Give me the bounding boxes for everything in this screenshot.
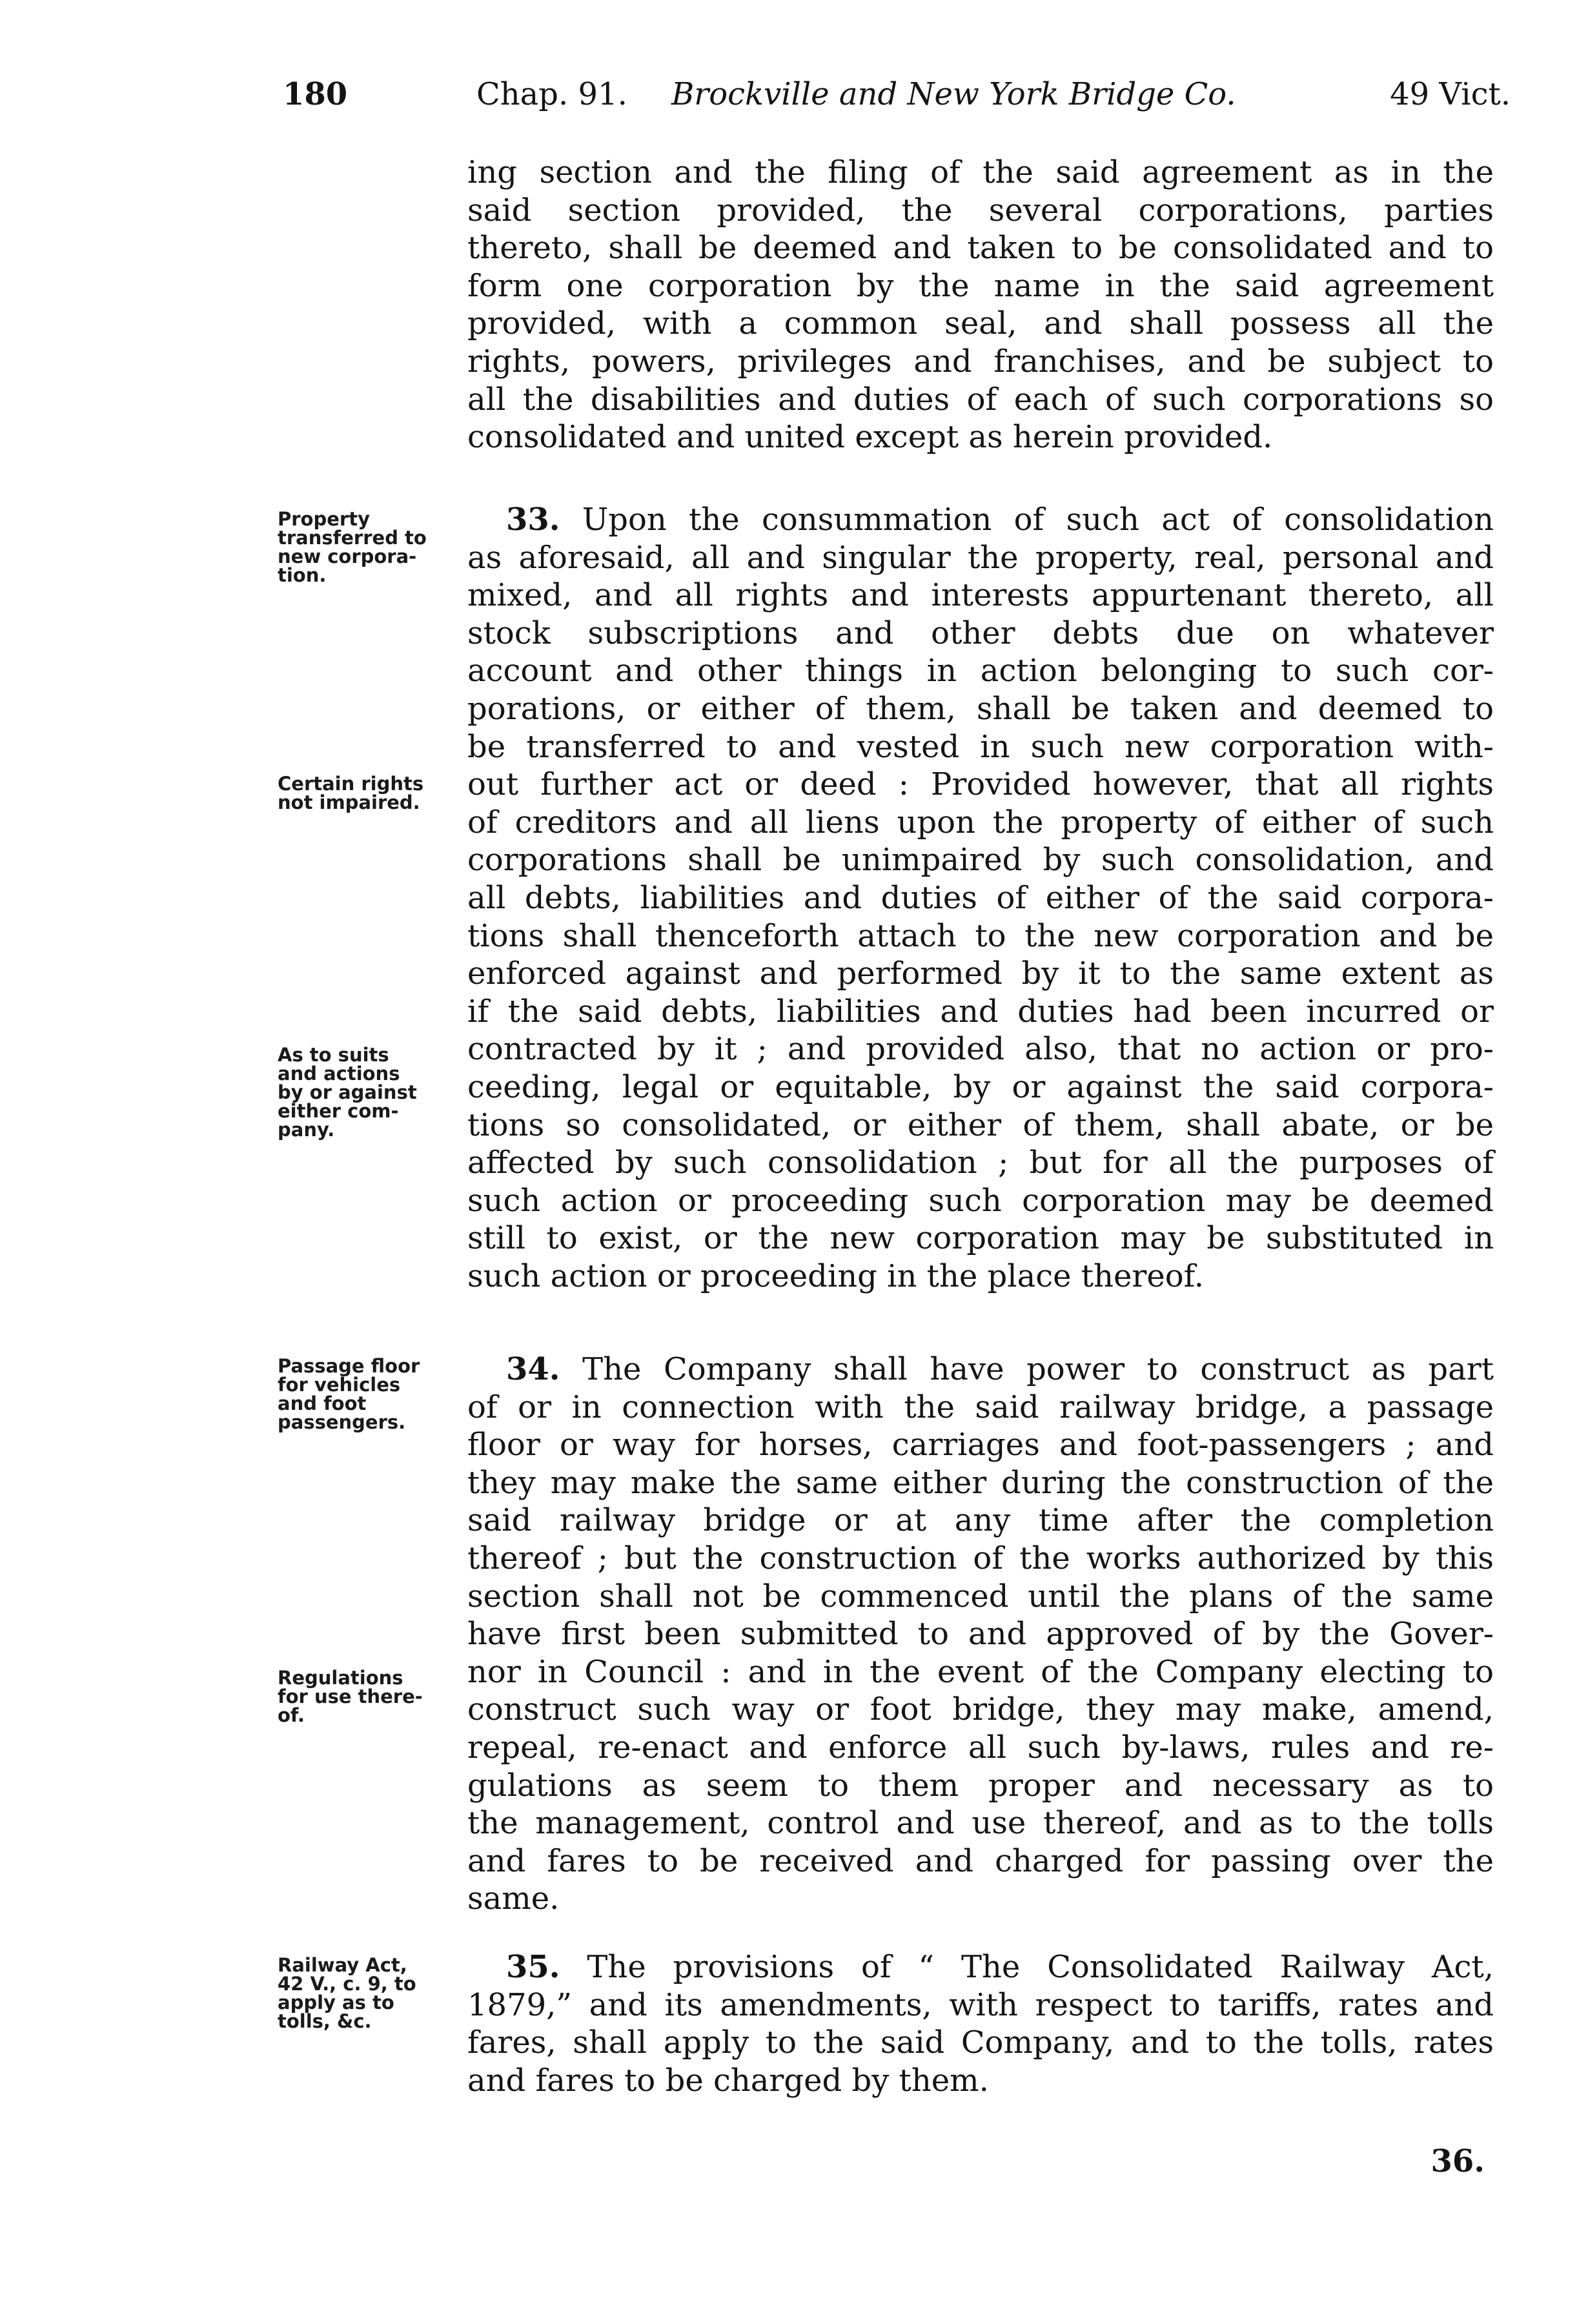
text-line: The Company shall have power to construct as part (582, 1351, 1494, 1387)
margin-note-passage-floor: Passage floor for vehicles and foot passengers. (278, 1355, 420, 1433)
text-line: account and other things in action belonging to such cor- (467, 653, 1494, 689)
section-number: 34. (506, 1351, 560, 1387)
text-line: tions so consolidated, or either of them, shall abate, or be (467, 1106, 1494, 1143)
text-line: out further act or deed : Provided however, that all rights (467, 766, 1494, 803)
text-line: said railway bridge or at any time after the completion (467, 1502, 1494, 1539)
text-line: all debts, liabilities and duties of either of the said corpora- (467, 879, 1494, 916)
margin-note-railway-act: Railway Act, 42 V., c. 9, to apply as to tolls, &c. (278, 1954, 416, 2032)
text-line: Upon the consummation of such act of consolidation (582, 502, 1494, 538)
text-line: porations, or either of them, shall be taken and deemed to (467, 690, 1494, 727)
text-line: enforced against and performed by it to the same extent as (467, 955, 1494, 992)
text-line: thereto, shall be deemed and taken to be consolidated and to (467, 230, 1494, 267)
text-line: section shall not be commenced until the plans of the same (467, 1578, 1494, 1615)
text-line: repeal, re-enact and enforce all such by-laws, rules and re- (467, 1729, 1494, 1766)
text-line: of or in connection with the said railway bridge, a passage (467, 1389, 1494, 1425)
text-line: provided, with a common seal, and shall possess all the (467, 305, 1494, 342)
text-line: have first been submitted to and approved of by the Gover- (467, 1616, 1494, 1653)
margin-note-suits-and-actions: As to suits and actions by or against either com- pany. (278, 1044, 417, 1141)
text-line: corporations shall be unimpaired by such consolidation, and (467, 842, 1494, 879)
text-line: the management, control and use thereof, and as to the tolls (467, 1805, 1494, 1842)
margin-note-certain-rights: Certain rights not impaired. (278, 773, 424, 813)
section-first-line (467, 501, 1494, 539)
page-number: 180 (283, 76, 348, 112)
running-title: Brockville and New York Bridge Co. (671, 76, 1236, 112)
text-line: ing section and the filing of the said agreement as in the (467, 154, 1494, 190)
section-33 (467, 501, 1494, 1295)
text-line: be transferred to and vested in such new corporation with- (467, 728, 1494, 765)
margin-note-property-transferred: Property transferred to new corpora- tion. (278, 508, 427, 586)
page-header (271, 76, 1511, 121)
text-line: contracted by it ; and provided also, that no action or pro- (467, 1031, 1494, 1068)
chapter-label: Chap. 91. (476, 76, 627, 112)
catchword: 36. (1430, 2143, 1485, 2179)
text-line: The provisions of “ The Consolidated Railway Act, (587, 1949, 1494, 1985)
text-line: mixed, and all rights and interests appurtenant thereto, all (467, 577, 1494, 614)
text-line: ceeding, legal or equitable, by or against the said corpora- (467, 1068, 1494, 1105)
text-line: of creditors and all liens upon the property of either of such (467, 804, 1494, 841)
text-line: such action or proceeding in the place thereof. (467, 1258, 1204, 1294)
text-line: consolidated and united except as herein provided. (467, 419, 1273, 456)
section-first-line (467, 1948, 1494, 1986)
text-line: fares, shall apply to the said Company, and to the tolls, rates (467, 2024, 1494, 2061)
text-line: gulations as seem to them proper and necessary as to (467, 1767, 1494, 1804)
text-line: they may make the same either during the construction of the (467, 1464, 1494, 1501)
text-line: nor in Council : and in the event of the Company electing to (467, 1653, 1494, 1690)
text-line: same. (467, 1881, 560, 1917)
text-line: if the said debts, liabilities and duties had been incurred or (467, 993, 1494, 1030)
text-line: tions shall thenceforth attach to the new corporation and be (467, 917, 1494, 954)
intro-paragraph (467, 154, 1494, 456)
text-line: affected by such consolidation ; but for all the purposes of (467, 1145, 1494, 1181)
section-number: 35. (506, 1949, 560, 1985)
margin-note-regulations: Regulations for use there- of. (278, 1667, 423, 1726)
text-line: stock subscriptions and other debts due on whatever (467, 615, 1494, 651)
section-first-line (467, 1351, 1494, 1389)
text-line: as aforesaid, all and singular the property, real, personal and (467, 539, 1494, 576)
text-line: and fares to be charged by them. (467, 2062, 989, 2099)
section-35 (467, 1948, 1494, 2099)
text-line: still to exist, or the new corporation may be substituted in (467, 1220, 1494, 1257)
text-line: all the disabilities and duties of each of such corporations so (467, 381, 1494, 418)
text-line: construct such way or foot bridge, they may make, amend, (467, 1691, 1494, 1728)
text-line: such action or proceeding such corporation may be deemed (467, 1182, 1494, 1219)
text-line: thereof ; but the construction of the works authorized by this (467, 1540, 1494, 1576)
text-line: and fares to be received and charged for passing over the (467, 1842, 1494, 1879)
text-line: 1879,” and its amendments, with respect to tariffs, rates and (467, 1986, 1494, 2023)
text-line: said section provided, the several corporations, parties (467, 192, 1494, 229)
section-34 (467, 1351, 1494, 1918)
text-line: floor or way for horses, carriages and foot-passengers ; and (467, 1427, 1494, 1463)
text-line: rights, powers, privileges and franchises, and be subject to (467, 343, 1494, 380)
regnal-year: 49 Vict. (1390, 76, 1511, 112)
text-line: form one corporation by the name in the said agreement (467, 267, 1494, 304)
section-number: 33. (506, 502, 560, 538)
